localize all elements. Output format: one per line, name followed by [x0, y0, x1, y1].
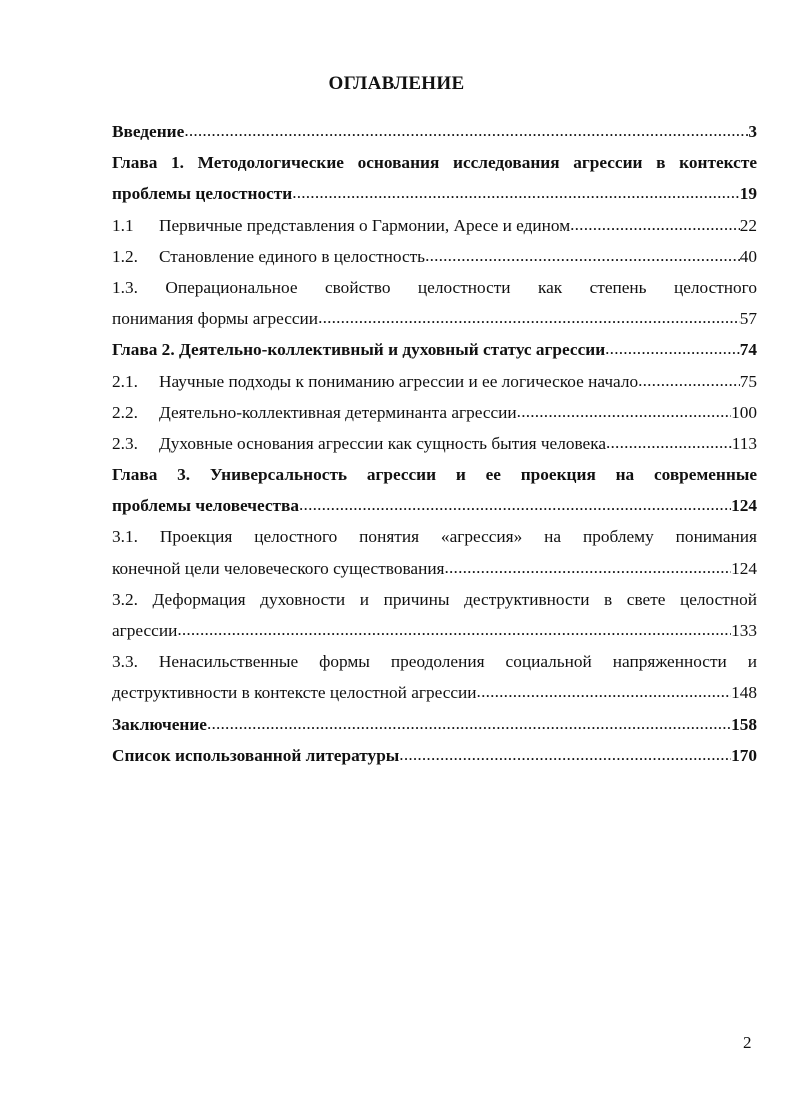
toc-entry-number: 1.1	[112, 215, 134, 235]
dot-leader	[477, 676, 732, 707]
toc-entry-1-3[interactable]	[112, 272, 757, 334]
toc-entry-label-cont: проблемы целостности	[112, 184, 293, 204]
toc-entry-3-2[interactable]	[112, 584, 757, 646]
toc-entry-page: 170	[731, 745, 757, 765]
toc-entry-page: 74	[739, 340, 757, 360]
toc-entry-page: 19	[739, 184, 757, 204]
dot-leader	[318, 302, 740, 333]
toc-entry-2-2[interactable]	[112, 397, 757, 428]
toc-entry-page: 124	[731, 496, 757, 516]
toc-entry-page: 148	[731, 683, 757, 703]
toc-entry-label-cont: конечной цели человеческого существования	[112, 558, 445, 578]
page-title: ОГЛАВЛЕНИЕ	[328, 73, 465, 94]
toc-entry-page: 22	[739, 215, 757, 235]
toc-entry-label: Глава 1. Методологические основания исследования агрессии в контексте	[112, 153, 757, 173]
page-number: 2	[743, 1033, 752, 1052]
toc-entry-label-cont: проблемы человечества	[112, 496, 300, 516]
toc-entry-number: 2.3.	[112, 433, 138, 453]
toc-entry-page: 75	[739, 371, 757, 391]
toc-entry-2-1[interactable]	[112, 366, 757, 397]
toc-entry-3-1[interactable]	[112, 521, 757, 583]
toc-entry-page: 158	[731, 714, 757, 734]
toc-entry-page: 40	[739, 246, 757, 266]
toc-entry-label-cont: деструктивности в контексте целостной агрессии	[112, 683, 477, 703]
toc-entry-label: Деятельно-коллективная детерминанта агрессии	[159, 402, 517, 422]
dot-leader	[638, 365, 740, 396]
toc-entry-conclusion[interactable]	[112, 709, 757, 740]
dot-leader	[292, 177, 740, 208]
toc-entry-chapter-3[interactable]	[112, 459, 757, 521]
toc-entry-label: 3.2. Деформация духовности и причины деструктивности в свете целостной	[112, 589, 757, 609]
dot-leader	[605, 333, 740, 364]
toc-entry-number: 2.1.	[112, 371, 138, 391]
toc-entry-references[interactable]	[112, 740, 757, 771]
dot-leader	[299, 489, 731, 520]
toc-entry-label: Глава 2. Деятельно-коллективный и духовный статус агрессии	[112, 340, 606, 360]
toc-entry-label: Становление единого в целостность	[159, 246, 426, 266]
dot-leader	[184, 115, 748, 146]
toc-entry-page: 3	[748, 122, 757, 141]
dot-leader	[606, 427, 732, 458]
toc-entry-label: Введение	[112, 122, 185, 141]
toc-entry-page: 113	[731, 433, 757, 453]
toc-entry-label: Первичные представления о Гармонии, Аресе и едином	[159, 215, 571, 235]
toc-entry-chapter-2[interactable]	[112, 334, 757, 365]
toc-entry-page: 124	[731, 558, 757, 578]
toc-entry-page: 100	[731, 402, 757, 422]
toc-entry-label: Список использованной литературы	[112, 745, 400, 765]
toc-entry-label: Духовные основания агрессии как сущность бытия человека	[159, 433, 607, 453]
table-of-contents	[112, 116, 757, 771]
toc-entry-1-1[interactable]	[112, 210, 757, 241]
dot-leader	[207, 708, 731, 739]
dot-leader	[399, 739, 731, 770]
dot-leader	[445, 552, 732, 583]
toc-entry-number: 2.2.	[112, 402, 138, 422]
toc-entry-2-3[interactable]	[112, 428, 757, 459]
toc-entry-3-3[interactable]	[112, 646, 757, 708]
dot-leader	[570, 209, 740, 240]
toc-entry-number: 1.2.	[112, 246, 138, 266]
toc-entry-label: Заключение	[112, 714, 207, 734]
toc-entry-label: 1.3. Операциональное свойство целостности как степень целостного	[112, 277, 757, 297]
toc-entry-label: 3.1. Проекция целостного понятия «агрессия» на проблему понимания	[112, 527, 757, 547]
dot-leader	[425, 240, 740, 271]
toc-entry-page: 133	[731, 621, 757, 640]
dot-leader	[517, 396, 731, 427]
toc-entry-intro[interactable]	[112, 116, 757, 147]
toc-entry-chapter-1[interactable]	[112, 147, 757, 209]
toc-entry-label-cont: понимания формы агрессии	[112, 309, 319, 329]
toc-entry-label: Научные подходы к пониманию агрессии и ее логическое начало	[159, 371, 639, 391]
toc-entry-1-2[interactable]	[112, 241, 757, 272]
toc-entry-label: 3.3. Ненасильственные формы преодоления социальной напряженности и	[112, 652, 757, 672]
toc-entry-label: Глава 3. Универсальность агрессии и ее проекция на современные	[112, 465, 757, 485]
dot-leader	[177, 614, 731, 645]
toc-entry-page: 57	[739, 309, 757, 329]
toc-entry-label-cont: агрессии	[112, 621, 178, 640]
